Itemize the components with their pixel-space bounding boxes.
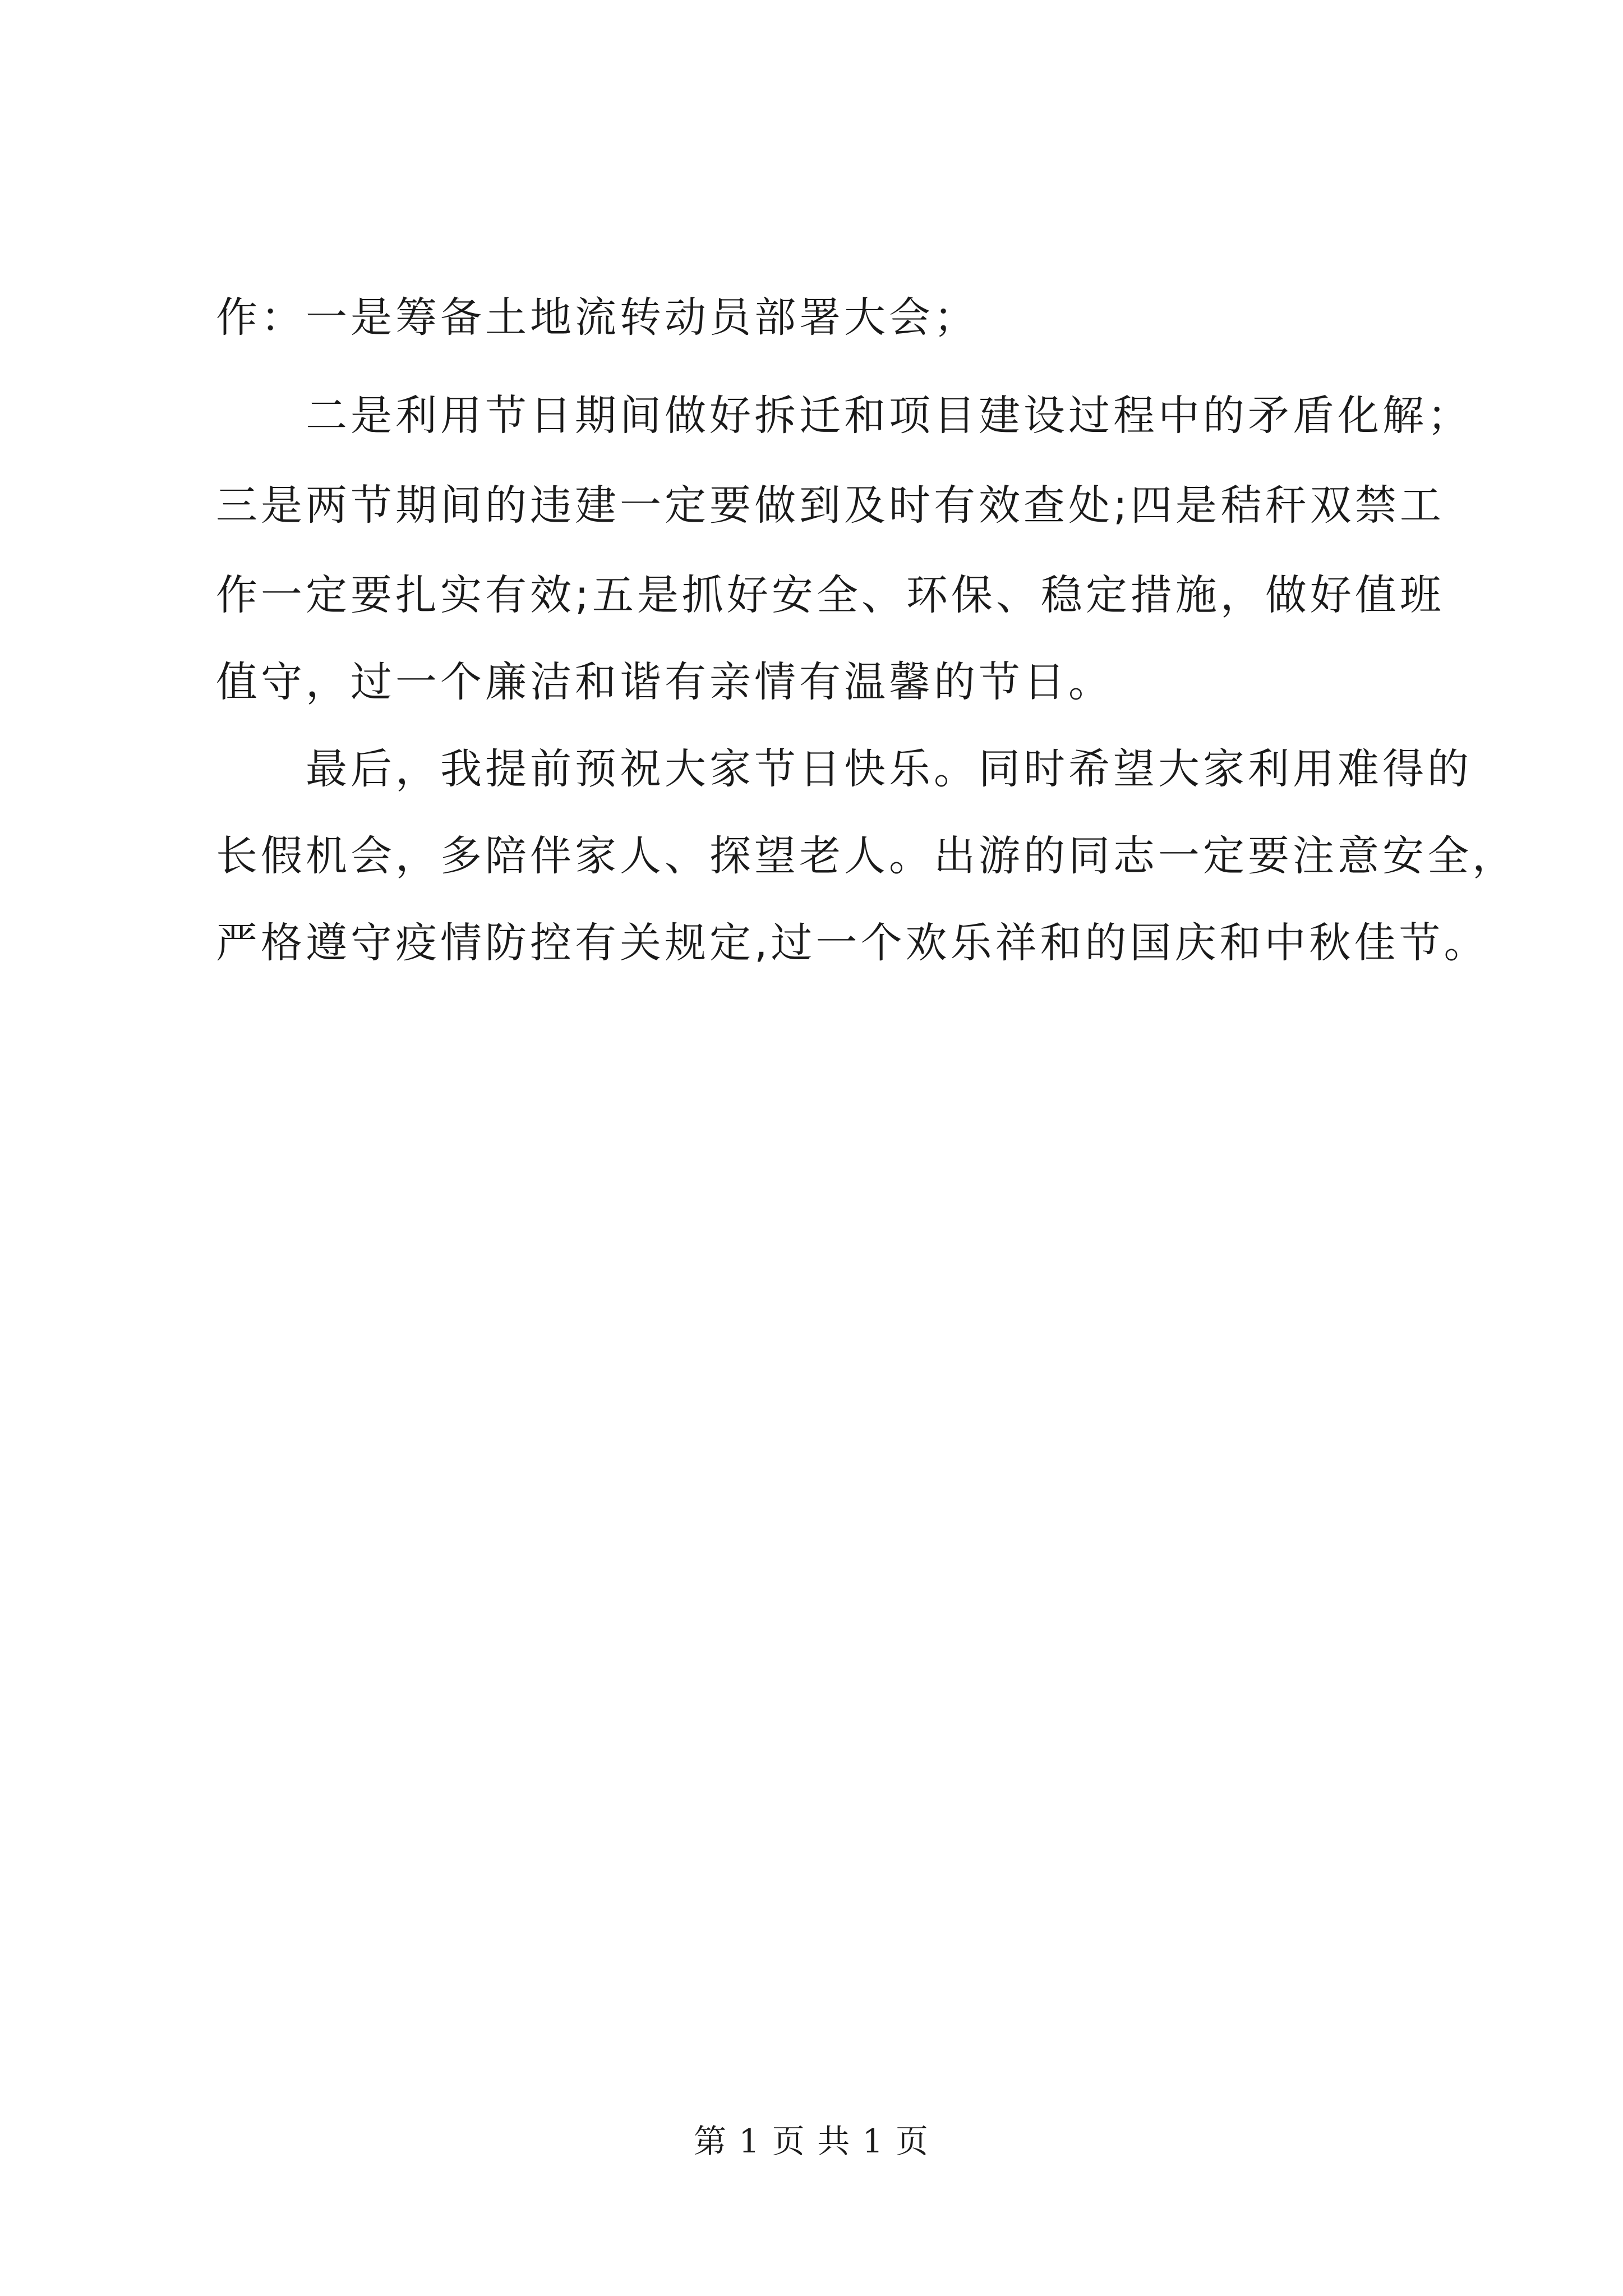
page-number-footer: 第 1 页 共 1 页 (694, 2122, 929, 2160)
paragraph-line-6: 最后，我提前预祝大家节日快乐。同时希望大家利用难得的 (306, 745, 1472, 793)
paragraph-line-2: 二是利用节日期间做好拆迁和项目建设过程中的矛盾化解； (306, 392, 1472, 440)
paragraph-line-8: 严格遵守疫情防控有关规定,过一个欢乐祥和的国庆和中秋佳节。 (216, 919, 1489, 967)
paragraph-line-7: 长假机会，多陪伴家人、探望老人。出游的同志一定要注意安全， (216, 832, 1517, 880)
paragraph-line-3: 三是两节期间的违建一定要做到及时有效查处;四是秸秆双禁工 (216, 481, 1445, 530)
paragraph-line-5: 值守，过一个廉洁和谐有亲情有温馨的节日。 (216, 658, 1113, 706)
paragraph-line-1: 作：一是筹备土地流转动员部署大会； (216, 293, 979, 342)
paragraph-line-4: 作一定要扎实有效;五是抓好安全、环保、稳定措施，做好值班 (216, 571, 1445, 619)
